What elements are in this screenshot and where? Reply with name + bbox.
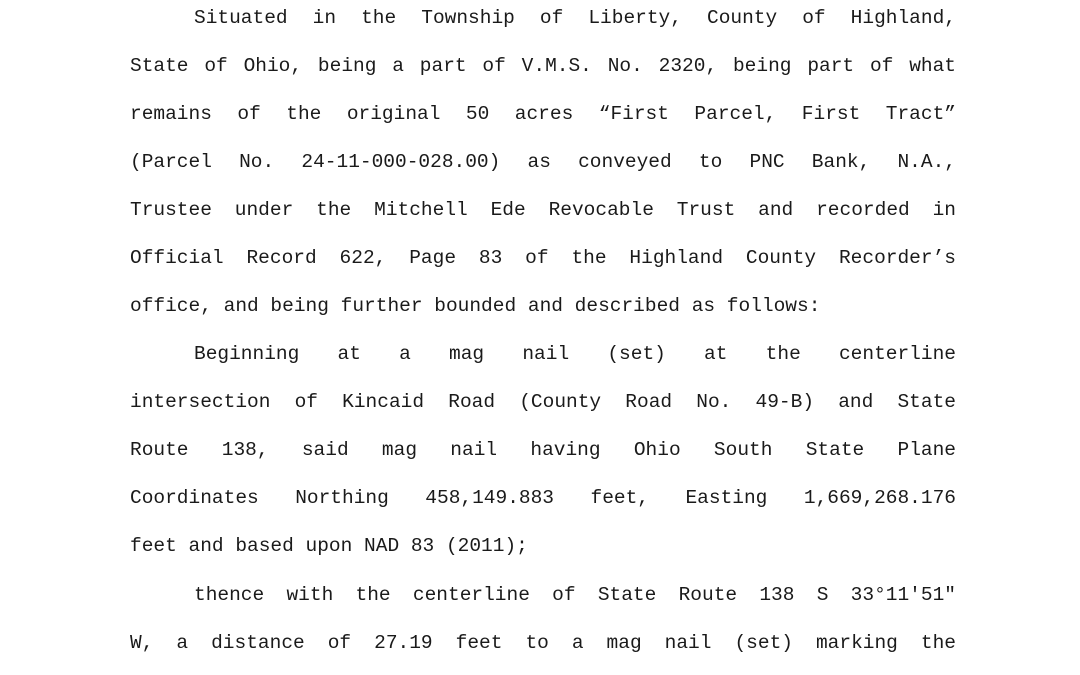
paragraph-beginning-line-2: intersection of Kincaid Road (County Road No. 49-B) and State [130,391,956,413]
paragraph-beginning-line-4: Coordinates Northing 458,149.883 feet, Easting 1,669,268.176 [130,487,956,509]
paragraph-beginning-line-5: feet and based upon NAD 83 (2011); [130,535,528,557]
paragraph-beginning-line-1: Beginning at a mag nail (set) at the centerline [194,343,956,365]
paragraph-situated-line-6: Official Record 622, Page 83 of the Highland County Recorder’s [130,247,956,269]
paragraph-thence-line-1: thence with the centerline of State Route 138 S 33°11'51" [194,584,956,606]
paragraph-situated-line-7: office, and being further bounded and described as follows: [130,295,821,317]
paragraph-situated-line-5: Trustee under the Mitchell Ede Revocable Trust and recorded in [130,199,956,221]
paragraph-situated-line-4: (Parcel No. 24-11-000-028.00) as conveyed to PNC Bank, N.A., [130,151,956,173]
paragraph-situated-line-3: remains of the original 50 acres “First Parcel, First Tract” [130,103,956,125]
paragraph-beginning-line-3: Route 138, said mag nail having Ohio South State Plane [130,439,956,461]
paragraph-situated-line-2: State of Ohio, being a part of V.M.S. No. 2320, being part of what [130,55,956,77]
paragraph-thence-line-2: W, a distance of 27.19 feet to a mag nail (set) marking the [130,632,956,654]
paragraph-situated-line-1: Situated in the Township of Liberty, County of Highland, [194,7,956,29]
